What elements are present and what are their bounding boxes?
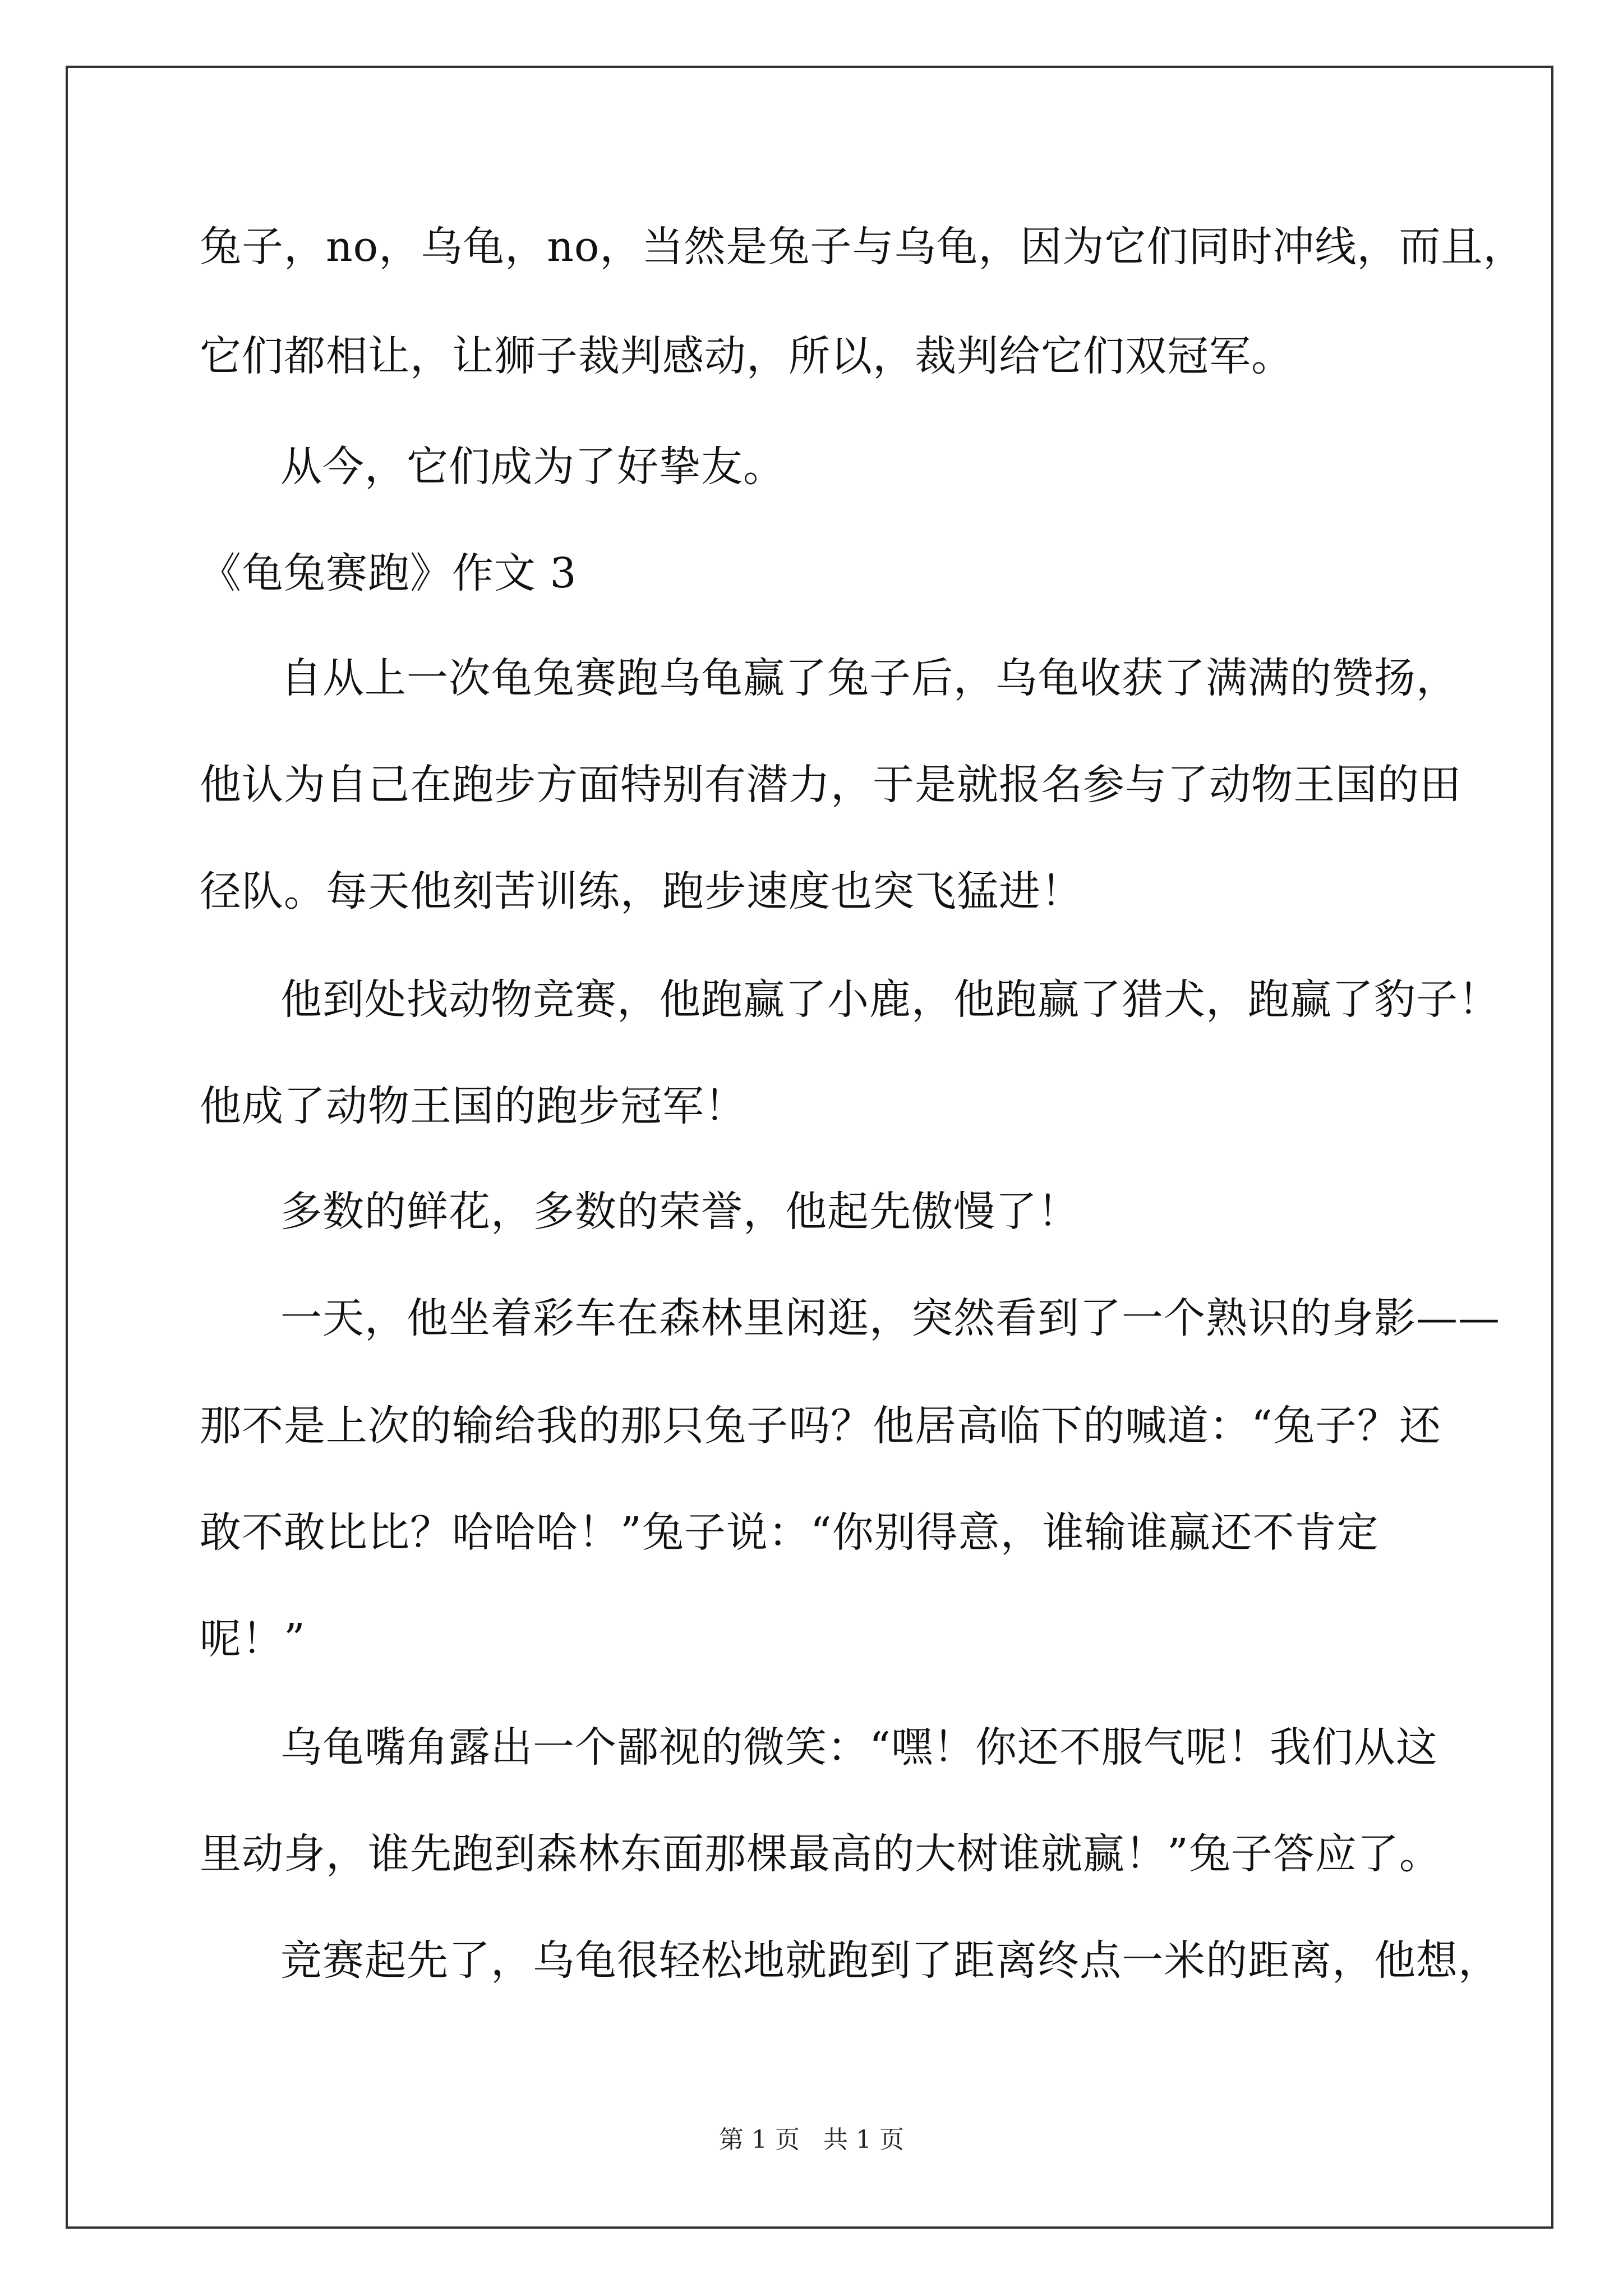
paragraph-line: 它们都相让，让狮子裁判感动，所以，裁判给它们双冠军。 bbox=[200, 332, 1293, 380]
page-total: 共 1 页 bbox=[823, 2125, 904, 2154]
page-number: 第 1 页 bbox=[719, 2125, 800, 2154]
page-frame bbox=[66, 66, 1553, 2229]
paragraph-line: 自从上一次龟兔赛跑乌龟赢了兔子后，乌龟收获了满满的赞扬， bbox=[280, 654, 1458, 702]
paragraph-line: 竞赛起先了，乌龟很轻松地就跑到了距离终点一米的距离，他想， bbox=[280, 1936, 1500, 1985]
paragraph-line: 那不是上次的输给我的那只兔子吗？他居高临下的喊道：“兔子？还 bbox=[200, 1402, 1441, 1450]
paragraph-line: 多数的鲜花，多数的荣誉，他起先傲慢了！ bbox=[280, 1188, 1080, 1236]
paragraph-line: 径队。每天他刻苦训练，跑步速度也突飞猛进！ bbox=[200, 867, 1083, 915]
paragraph-line: 他认为自己在跑步方面特别有潜力，于是就报名参与了动物王国的田 bbox=[200, 761, 1461, 809]
paragraph-line: 呢！” bbox=[200, 1615, 306, 1663]
paragraph-line: 他到处找动物竞赛，他跑赢了小鹿，他跑赢了猎犬，跑赢了豹子！ bbox=[280, 976, 1500, 1024]
paragraph-line: 一天，他坐着彩车在森林里闲逛，突然看到了一个熟识的身影—— bbox=[280, 1294, 1500, 1342]
paragraph-line: 兔子，no，乌龟，no，当然是兔子与乌龟，因为它们同时冲线，而且， bbox=[200, 223, 1525, 271]
paragraph-line: 他成了动物王国的跑步冠军！ bbox=[200, 1082, 746, 1130]
paragraph-line: 里动身，谁先跑到森林东面那棵最高的大树谁就赢！”兔子答应了。 bbox=[200, 1830, 1441, 1878]
page-footer bbox=[0, 2125, 1623, 2154]
paragraph-line: 从今，它们成为了好挚友。 bbox=[280, 443, 785, 491]
paragraph-line: 乌龟嘴角露出一个鄙视的微笑：“嘿！你还不服气呢！我们从这 bbox=[280, 1723, 1438, 1772]
paragraph-line: 敢不敢比比？哈哈哈！”兔子说：“你别得意，谁输谁赢还不肯定 bbox=[200, 1508, 1379, 1557]
section-heading: 《龟兔赛跑》作文 3 bbox=[200, 549, 577, 597]
